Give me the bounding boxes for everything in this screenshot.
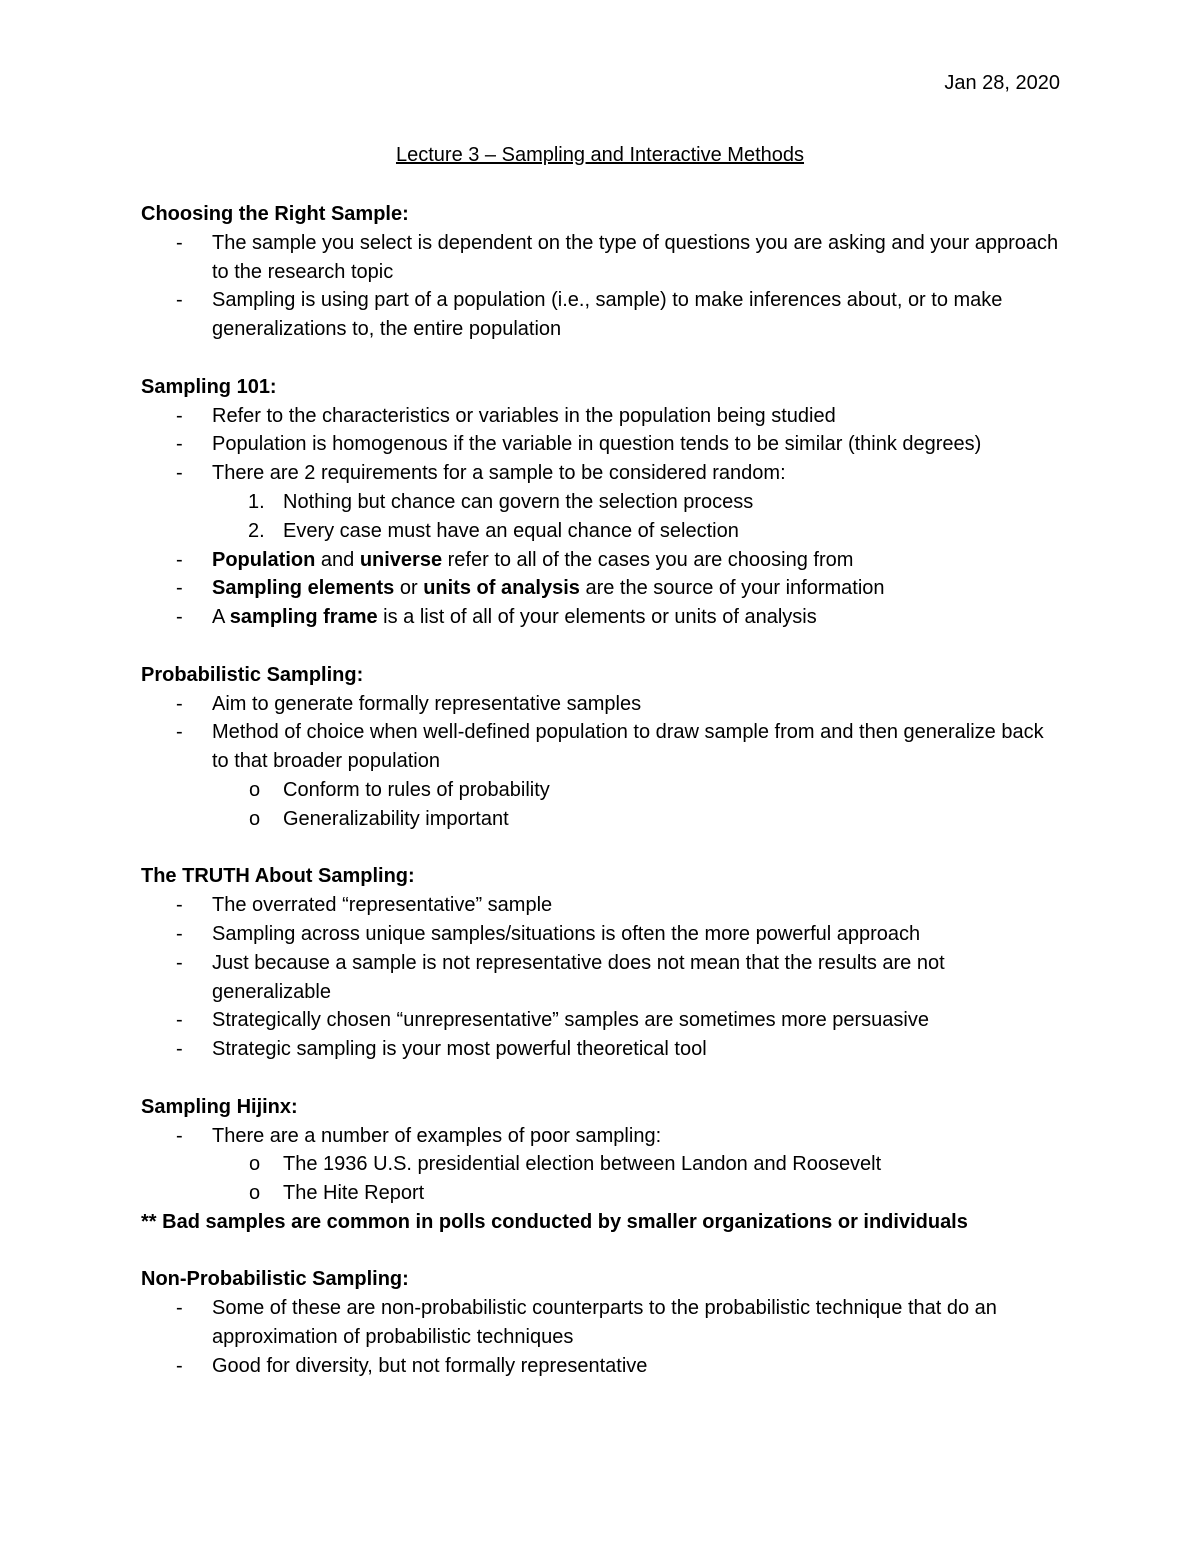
number-marker: 1. — [248, 490, 265, 513]
section-choosing — [141, 200, 1061, 344]
list-item-text: and — [315, 548, 360, 571]
list-item-text: Refer to the characteristics or variables in the population being studied — [212, 404, 836, 427]
list-item — [141, 603, 1061, 632]
number-marker: 2. — [248, 519, 265, 542]
circle-marker: o — [249, 807, 261, 830]
list-item — [141, 459, 1061, 488]
list-item-text: There are 2 requirements for a sample to be considered random: — [212, 462, 786, 485]
dash-marker: - — [176, 1297, 183, 1320]
document-body — [141, 200, 1061, 1381]
list-item-text: Good for diversity, but not formally representative — [212, 1354, 648, 1377]
section-sampling-101 — [141, 373, 1061, 632]
bold-term: units of analysis — [423, 577, 580, 600]
list-item — [141, 1006, 1061, 1035]
list-item — [141, 546, 1061, 575]
dash-marker: - — [176, 289, 183, 312]
document-date: Jan 28, 2020 — [944, 72, 1060, 94]
list-item — [141, 286, 1061, 344]
section-truth — [141, 862, 1061, 1064]
sub-list-item — [141, 1179, 1061, 1208]
list-item-text: Sampling across unique samples/situations is often the more powerful approach — [212, 922, 921, 945]
list-item-text: The sample you select is dependent on the type of questions you are asking and your approach to the research topic — [212, 231, 1059, 283]
list-item-text: refer to all of the cases you are choosing from — [442, 548, 854, 571]
bold-term: sampling frame — [229, 606, 378, 629]
dash-marker: - — [176, 951, 183, 974]
list-item-text: There are a number of examples of poor sampling: — [212, 1124, 662, 1147]
section-heading: Choosing the Right Sample: — [141, 203, 409, 225]
list-item-text: Just because a sample is not representative does not mean that the results are not generalizable — [212, 951, 945, 1003]
note-bad-samples: ** Bad samples are common in polls conducted by smaller organizations or individuals — [141, 1210, 968, 1233]
list-item-text: Some of these are non-probabilistic counterparts to the probabilistic technique that do an approximation of probabilistic techniques — [212, 1297, 997, 1349]
dash-marker: - — [176, 433, 183, 456]
dash-marker: - — [176, 1124, 183, 1147]
section-non-probabilistic — [141, 1265, 1061, 1380]
list-item-text: A — [212, 606, 230, 629]
numbered-item — [141, 517, 1061, 546]
numbered-item-text: Every case must have an equal chance of selection — [283, 519, 739, 542]
list-item-text: is a list of all of your elements or units of analysis — [377, 606, 817, 629]
list-item — [141, 718, 1061, 776]
list-item — [141, 574, 1061, 603]
list-item — [141, 690, 1061, 719]
numbered-item-text: Nothing but chance can govern the selection process — [283, 490, 754, 513]
dash-marker: - — [176, 462, 183, 485]
list-item-text: Method of choice when well-defined population to draw sample from and then generalize back to that broader population — [212, 721, 1044, 773]
dash-marker: - — [176, 606, 183, 629]
sub-list-item-text: The Hite Report — [283, 1182, 425, 1205]
dash-marker: - — [176, 548, 183, 571]
section-hijinx — [141, 1093, 1061, 1237]
sub-list-item — [141, 805, 1061, 834]
circle-marker: o — [249, 778, 261, 801]
sub-list-item — [141, 776, 1061, 805]
list-item-text: Population is homogenous if the variable in question tends to be similar (think degrees) — [212, 433, 982, 456]
list-item — [141, 920, 1061, 949]
dash-marker: - — [176, 922, 183, 945]
section-heading: Probabilistic Sampling: — [141, 663, 364, 686]
list-item-text: Sampling is using part of a population (i.e., sample) to make inferences about, or to make generalizations to, the entire population — [212, 289, 1003, 341]
list-item-text: are the source of your information — [579, 577, 885, 600]
section-heading: The TRUTH About Sampling: — [141, 865, 415, 888]
list-item — [141, 229, 1061, 287]
dash-marker: - — [176, 1038, 183, 1061]
dash-marker: - — [176, 1354, 183, 1377]
list-item-text: Strategically chosen “unrepresentative” samples are sometimes more persuasive — [212, 1009, 929, 1032]
dash-marker: - — [176, 692, 183, 715]
list-item-text: The overrated “representative” sample — [212, 894, 553, 917]
list-item — [141, 1122, 1061, 1151]
section-probabilistic — [141, 661, 1061, 834]
bold-term: Population — [212, 548, 316, 571]
dash-marker: - — [176, 231, 183, 254]
section-heading: Sampling Hijinx: — [141, 1095, 298, 1118]
dash-marker: - — [176, 404, 183, 427]
list-item — [141, 891, 1061, 920]
list-item — [141, 949, 1061, 1007]
numbered-item — [141, 488, 1061, 517]
list-item — [141, 1035, 1061, 1064]
section-heading: Non-Probabilistic Sampling: — [141, 1268, 409, 1291]
list-item-text: Aim to generate formally representative samples — [212, 692, 642, 715]
bold-term: universe — [359, 548, 443, 571]
dash-marker: - — [176, 577, 183, 600]
list-item-text: Strategic sampling is your most powerful theoretical tool — [212, 1038, 707, 1061]
sub-list-item-text: Conform to rules of probability — [283, 778, 550, 801]
section-heading: Sampling 101: — [141, 375, 277, 398]
list-item — [141, 1352, 1061, 1381]
list-item — [141, 402, 1061, 431]
dash-marker: - — [176, 1009, 183, 1032]
sub-list-item-text: The 1936 U.S. presidential election between Landon and Roosevelt — [283, 1153, 882, 1176]
sub-list-item-text: Generalizability important — [283, 807, 509, 830]
circle-marker: o — [249, 1182, 261, 1205]
document-title: Lecture 3 – Sampling and Interactive Methods — [395, 144, 805, 166]
bold-term: Sampling elements — [212, 577, 395, 600]
list-item-text: or — [394, 577, 424, 600]
list-item — [141, 430, 1061, 459]
dash-marker: - — [176, 894, 183, 917]
sub-list-item — [141, 1150, 1061, 1179]
list-item — [141, 1294, 1061, 1352]
circle-marker: o — [249, 1153, 261, 1176]
dash-marker: - — [176, 721, 183, 744]
